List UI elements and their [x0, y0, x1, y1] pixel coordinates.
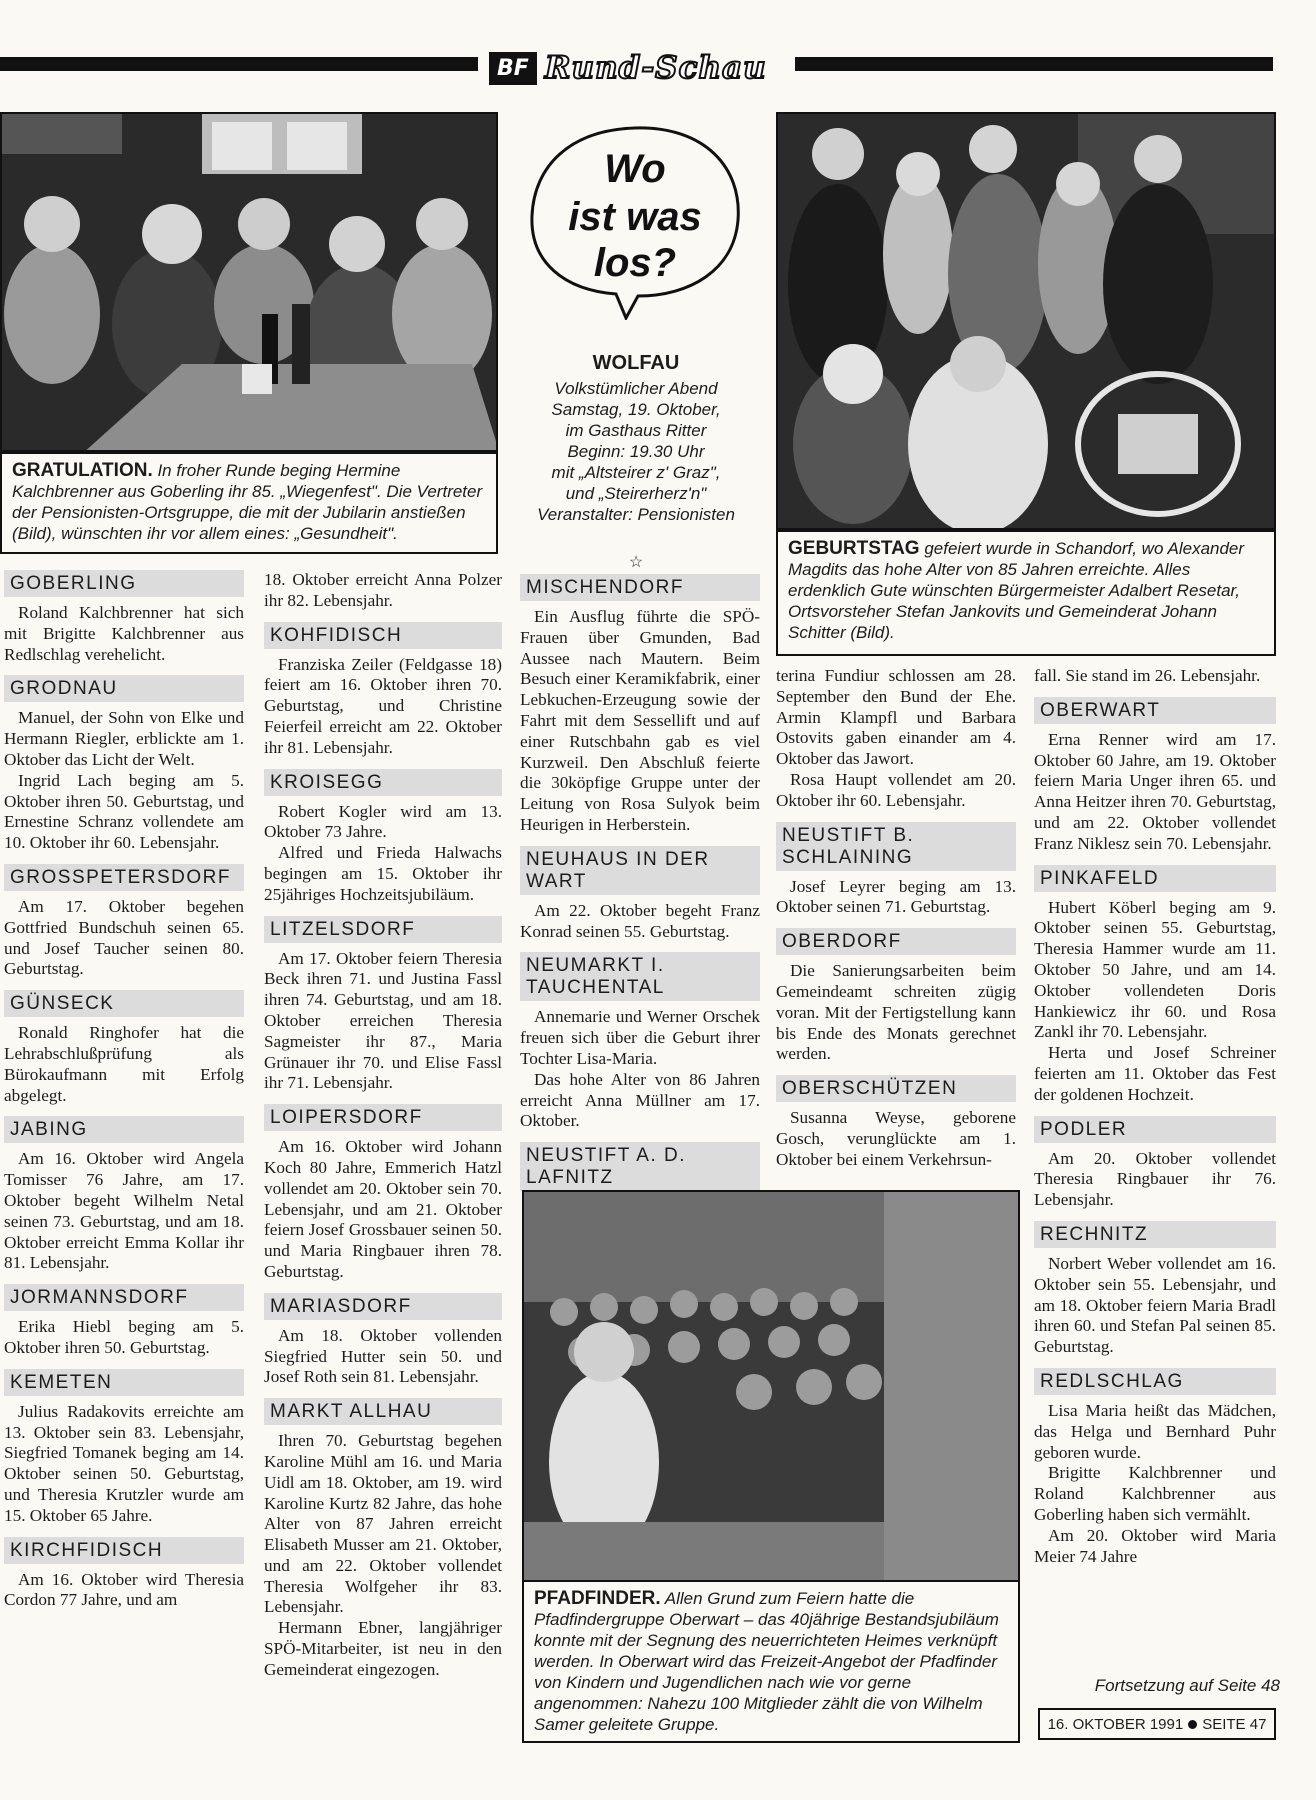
- balloon-line-1: Wo: [604, 147, 666, 191]
- event-line: Samstag, 19. Oktober,: [551, 400, 721, 419]
- article-text: Susanna Weyse, geborene Gosch, verunglückte am 1. Oktober bei einem Verkehrsun-: [776, 1108, 1016, 1169]
- section-heading: GOBERLING: [4, 570, 244, 597]
- caption-gratulation-title: GRATULATION.: [12, 460, 153, 481]
- section-heading: JABING: [4, 1116, 244, 1143]
- event-line: Veranstalter: Pensionisten: [537, 505, 735, 524]
- article-text: Am 16. Oktober wird Theresia Cordon 77 Jahre, und am: [4, 1569, 244, 1610]
- logo-bf: BF: [489, 52, 537, 85]
- event-line: im Gasthaus Ritter: [565, 421, 707, 440]
- section-heading: OBERWART: [1034, 697, 1276, 724]
- column-4: [776, 666, 1016, 1171]
- balloon-wo-ist-was-los: [520, 120, 750, 320]
- column-5: [1034, 666, 1276, 1567]
- section-heading: NEUHAUS IN DER WART: [520, 846, 760, 895]
- article-text: Manuel, der Sohn von Elke und Hermann Riegler, erblickte am 1. Oktober das Licht der Welt.: [4, 708, 244, 769]
- article-text: Alfred und Frieda Halwachs begingen am 15. Oktober ihr 25jähriges Hochzeitsjubiläum.: [264, 843, 502, 904]
- event-place: WOLFAU: [592, 352, 680, 374]
- article-text: Am 16. Oktober wird Johann Koch 80 Jahre, Emmerich Hatzl vollendet am 20. Oktober sein 70. Lebensjahr, und am 21. Oktober feiern Josef Grossbauer seinen 50. und Maria Ringbauer ihren 78. Geburtstag.: [264, 1137, 502, 1281]
- caption-geburtstag: [776, 530, 1276, 656]
- section-heading: PINKAFELD: [1034, 865, 1276, 892]
- article-text: Roland Kalchbrenner hat sich mit Brigitte Kalchbrenner aus Redlschlag verehelicht.: [4, 603, 244, 664]
- bullet-icon: [1188, 1720, 1197, 1729]
- article-text: 18. Oktober erreicht Anna Polzer ihr 82. Lebensjahr.: [264, 570, 502, 610]
- section-heading: GRODNAU: [4, 675, 244, 702]
- page-footer: [1038, 1708, 1276, 1740]
- section-heading: NEUSTIFT B. SCHLAINING: [776, 822, 1016, 871]
- balloon-line-3: los?: [593, 241, 677, 285]
- article-text: Julius Radakovits erreichte am 13. Oktober sein 83. Lebensjahr, Siegfried Tomanek beging am 14. Oktober seinen 50. Geburtstag, und Theresia Krutzler wurde am 15. Oktober 65 Jahre.: [4, 1401, 244, 1525]
- article-text: Rosa Haupt vollendet am 20. Oktober ihr 60. Lebensjahr.: [776, 769, 1016, 810]
- star-divider: ☆: [628, 554, 644, 571]
- photo-pfadfinder: [522, 1190, 1020, 1582]
- article-text: Hermann Ebner, langjähriger SPÖ-Mitarbeiter, ist neu in den Gemeinderat eingezogen.: [264, 1618, 502, 1679]
- section-heading: RECHNITZ: [1034, 1221, 1276, 1248]
- section-heading: NEUMARKT I. TAUCHENTAL: [520, 952, 760, 1001]
- article-text: Ihren 70. Geburtstag begehen Karoline Mühl am 16. und Maria Uidl am 18. Oktober, am 19. wird Karoline Kurtz 82 Jahre, das hohe Alter von 87 Jahren erreicht Elisabeth Musser am 21. Oktober, und am 22. Oktober vollendet Theresia Wolfgeher ihr 83. Lebensjahr.: [264, 1431, 502, 1617]
- balloon-line-2: ist was: [568, 195, 702, 239]
- logo-title: Rund-Schau: [544, 50, 767, 86]
- section-heading: MARKT ALLHAU: [264, 1398, 502, 1425]
- section-heading: REDLSCHLAG: [1034, 1368, 1276, 1395]
- section-heading: GROSSPETERSDORF: [4, 864, 244, 891]
- event-details: [520, 378, 752, 525]
- article-text: Franziska Zeiler (Feldgasse 18) feiert am 16. Oktober ihren 70. Geburtstag, und Christine Feierfeil erreicht am 22. Oktober ihr 81. Lebensjahr.: [264, 654, 502, 757]
- section-heading: NEUSTIFT A. D. LAFNITZ: [520, 1142, 760, 1191]
- event-line: Beginn: 19.30 Uhr: [567, 442, 705, 461]
- article-text: Annemarie und Werner Orschek freuen sich über die Geburt ihrer Tochter Lisa-Maria.: [520, 1007, 760, 1068]
- section-heading: JORMANNSDORF: [4, 1284, 244, 1311]
- event-line: Volkstümlicher Abend: [554, 379, 718, 398]
- section-heading: LOIPERSDORF: [264, 1104, 502, 1131]
- caption-pfadfinder: [522, 1580, 1020, 1743]
- photo-gratulation: [0, 112, 498, 452]
- article-text: Am 20. Oktober wird Maria Meier 74 Jahre: [1034, 1525, 1276, 1566]
- article-text: Am 16. Oktober wird Angela Tomisser 76 Jahre, am 17. Oktober begeht Wilhelm Netal seinen 73. Geburtstag, und am 18. Oktober erreicht Emma Kollar ihr 81. Lebensjahr.: [4, 1149, 244, 1273]
- caption-gratulation-text: In froher Runde beging Hermine Kalchbrenner aus Goberling ihr 85. „Wiegenfest". Die Vertreter der Pensionisten-Ortsgruppe, die mit der Jubilarin anstießen (Bild), wünschten ihr vor allem eines: „Gesundheit".: [12, 461, 483, 543]
- section-heading: KROISEGG: [264, 769, 502, 796]
- caption-pfadfinder-text: Allen Grund zum Feiern hatte die Pfadfindergruppe Oberwart – das 40jährige Bestandsjubiläum konnte mit der Segnung des neuerrichteten Heimes verknüpft werden. In Oberwart wird das Freizeit-Angebot der Pfadfinder von Kindern und Jugendlichen nach wie vor gerne angenommen: Nahezu 100 Mitglieder zählt die von Wilhelm Samer geleitete Gruppe.: [534, 1589, 999, 1734]
- article-text: Ein Ausflug führte die SPÖ-Frauen über Gmunden, Bad Aussee nach Mautern. Beim Besuch einer Keramikfabrik, einer Lebkuchen-Erzeugung sowie der Fahrt mit dem Sessellift und auf einer Rutschbahn gab es viel Kurzweil. Den Abschluß feierte die 30köpfige Gruppe unter der Leitung von Rosa Sulyok beim Heurigen in Herberstein.: [520, 607, 760, 834]
- article-text: Herta und Josef Schreiner feierten am 11. Oktober das Fest der goldenen Hochzeit.: [1034, 1043, 1276, 1104]
- article-text: Das hohe Alter von 86 Jahren erreicht Anna Müllner am 17. Oktober.: [520, 1069, 760, 1131]
- caption-geburtstag-title: GEBURTSTAG: [788, 538, 920, 559]
- section-heading: PODLER: [1034, 1116, 1276, 1143]
- article-text: fall. Sie stand im 26. Lebensjahr.: [1034, 666, 1261, 685]
- caption-geburtstag-text: gefeiert wurde in Schandorf, wo Alexander Magdits das hohe Alter von 85 Jahren erreichte. Alles erdenklich Gute wünschten Bürgermeister Adalbert Resetar, Ortsvorsteher Stefan Jankovits und Gemeinderat Johann Schitter (Bild).: [788, 539, 1245, 642]
- caption-gratulation: [0, 452, 498, 554]
- article-text: Am 22. Oktober begeht Franz Konrad seinen 55. Geburtstag.: [520, 900, 760, 941]
- section-heading: KOHFIDISCH: [264, 622, 502, 649]
- caption-pfadfinder-title: PFADFINDER.: [534, 1588, 661, 1609]
- article-text: Am 18. Oktober vollenden Siegfried Hutter sein 50. und Josef Roth sein 81. Lebensjahr.: [264, 1325, 502, 1387]
- article-text: Hubert Köberl beging am 9. Oktober seinen 55. Geburtstag, Theresia Hammer wurde am 11. Oktober 50 Jahre, und am 14. Oktober vollendeten Doris Hankiewicz ihr 60. und Rosa Zankl ihr 70. Lebensjahr.: [1034, 897, 1276, 1042]
- header-rule-right: [795, 57, 1273, 71]
- event-line: und „Steirerherz'n": [565, 484, 707, 503]
- footer-date: 16. OKTOBER 1991: [1047, 1715, 1184, 1733]
- article-text: Am 17. Oktober begehen Gottfried Bundschuh seinen 65. und Josef Taucher seinen 80. Geburtstag.: [4, 896, 244, 979]
- article-text: Am 20. Oktober vollendet Theresia Ringbauer ihr 76. Lebensjahr.: [1034, 1148, 1276, 1210]
- article-text: Lisa Maria heißt das Mädchen, das Helga und Bernhard Puhr geboren wurde.: [1034, 1400, 1276, 1462]
- section-heading: GÜNSECK: [4, 990, 244, 1017]
- footer-page: SEITE 47: [1202, 1715, 1267, 1733]
- article-text: Erika Hiebl beging am 5. Oktober ihren 50. Geburtstag.: [4, 1317, 244, 1357]
- section-heading: LITZELSDORF: [264, 916, 502, 943]
- column-3: [520, 570, 760, 1218]
- article-text: Ingrid Lach beging am 5. Oktober ihren 50. Geburtstag, und Ernestine Schranz vollendete am 10. Oktober ihr 60. Lebensjahr.: [4, 770, 244, 853]
- article-text: Die Sanierungsarbeiten beim Gemeindeamt schreiten zügig voran. Mit der Fertigstellung kann bis Ende des Monats gerechnet werden.: [776, 961, 1016, 1064]
- article-text: Am 17. Oktober feiern Theresia Beck ihren 71. und Justina Fassl ihren 74. Geburtstag, und am 18. Oktober erreichen Theresia Sagmeister ihr 87., Maria Grünauer ihr 70. und Elise Fassl ihr 71. Lebensjahr.: [264, 948, 502, 1093]
- article-text: Brigitte Kalchbrenner und Roland Kalchbrenner aus Goberling haben sich vermählt.: [1034, 1463, 1276, 1524]
- article-text: Erna Renner wird am 17. Oktober 60 Jahre, am 19. Oktober feiern Maria Unger ihren 65. und Anna Heitzer ihren 70. Geburtstag, und am 22. Oktober vollendet Franz Niklesz sein 70. Lebensjahr.: [1034, 729, 1276, 853]
- header-rule-left: [0, 57, 478, 71]
- event-line: mit „Altsteirer z' Graz",: [551, 463, 721, 482]
- section-logo: [489, 48, 789, 88]
- section-heading: KIRCHFIDISCH: [4, 1537, 244, 1564]
- section-heading: OBERDORF: [776, 928, 1016, 955]
- section-heading: MARIASDORF: [264, 1293, 502, 1320]
- section-heading: MISCHENDORF: [520, 574, 760, 601]
- article-text: Robert Kogler wird am 13. Oktober 73 Jahre.: [264, 801, 502, 842]
- column-1: [4, 562, 244, 1611]
- article-text: Josef Leyrer beging am 13. Oktober seinen 71. Geburtstag.: [776, 876, 1016, 917]
- article-text: Ronald Ringhofer hat die Lehrabschlußprüfung als Bürokaufmann mit Erfolg abgelegt.: [4, 1023, 244, 1105]
- continuation-note: Fortsetzung auf Seite 48: [1094, 1676, 1280, 1695]
- section-heading: KEMETEN: [4, 1369, 244, 1396]
- section-heading: OBERSCHÜTZEN: [776, 1075, 1016, 1102]
- article-text: terina Fundiur schlossen am 28. September den Bund der Ehe. Armin Klampfl und Barbara Ostovits gaben einander am 4. Oktober das Jawort.: [776, 666, 1016, 769]
- column-2: [264, 570, 502, 1681]
- article-text: Norbert Weber vollendet am 16. Oktober sein 55. Lebensjahr, und am 18. Oktober feiern Maria Bradl ihren 60. und Stefan Pal seinen 85. Geburtstag.: [1034, 1253, 1276, 1357]
- photo-geburtstag: [776, 112, 1276, 530]
